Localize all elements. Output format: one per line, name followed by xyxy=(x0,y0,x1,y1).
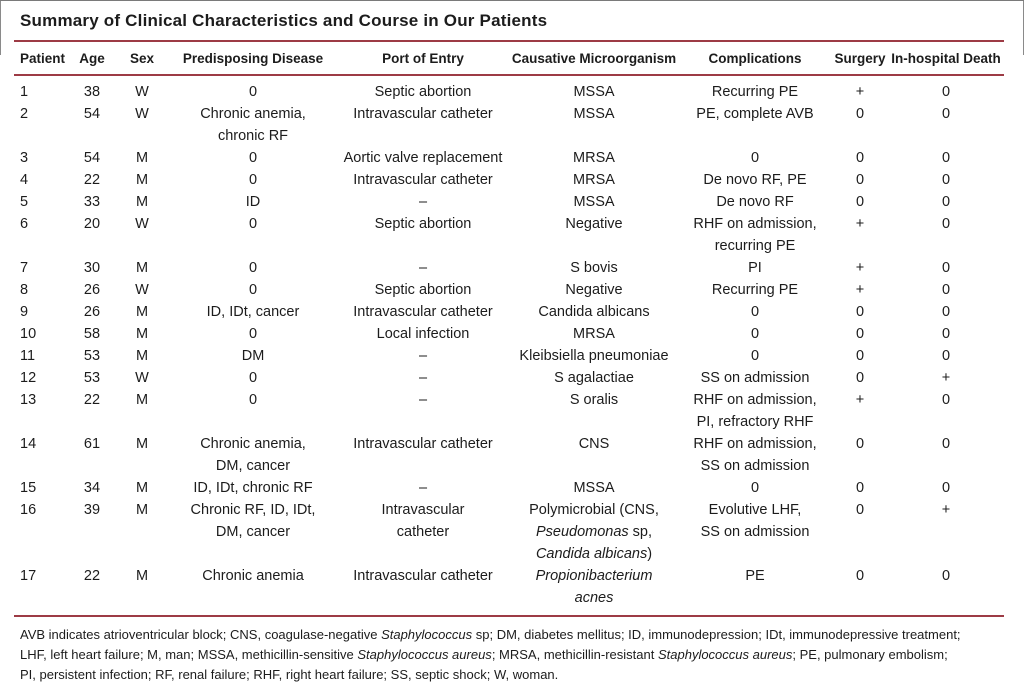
table-row xyxy=(14,147,1004,169)
cell-in-hospital-death: + xyxy=(941,502,951,518)
cell-sex: W xyxy=(135,106,149,122)
cell-in-hospital-death: 0 xyxy=(941,84,951,100)
cell-sex: M xyxy=(135,568,149,584)
cell-patient: 13 xyxy=(20,392,37,408)
cell-causative-microorganism: MRSA xyxy=(573,172,615,188)
cell-complications: De novo RF xyxy=(716,194,794,210)
cell-age: 20 xyxy=(83,216,101,232)
cell-patient: 11 xyxy=(20,348,36,364)
cell-age: 34 xyxy=(83,480,101,496)
cell-predisposing-disease: 0 xyxy=(248,282,258,298)
table-row xyxy=(14,103,1004,147)
cell-patient: 10 xyxy=(20,326,37,342)
cell-surgery: 0 xyxy=(855,502,865,518)
cell-in-hospital-death: 0 xyxy=(941,304,951,320)
cell-patient: 1 xyxy=(20,84,29,100)
cell-sex: W xyxy=(135,282,149,298)
cell-sex: W xyxy=(135,370,149,386)
cell-sex: M xyxy=(135,326,149,342)
cell-causative-microorganism: Negative xyxy=(565,282,623,298)
column-header-port-of-entry: Port of Entry xyxy=(382,51,464,66)
table-row xyxy=(14,213,1004,257)
cell-in-hospital-death: 0 xyxy=(941,348,951,364)
cell-surgery: + xyxy=(855,392,865,408)
cell-in-hospital-death: 0 xyxy=(941,282,951,298)
column-header-complications: Complications xyxy=(708,51,802,66)
table-row xyxy=(14,257,1004,279)
column-header-predisposing-disease: Predisposing Disease xyxy=(182,51,324,66)
table-row xyxy=(14,169,1004,191)
cell-patient: 17 xyxy=(20,568,37,584)
cell-in-hospital-death: 0 xyxy=(941,326,951,342)
cell-causative-microorganism: S agalactiae xyxy=(554,370,634,386)
cell-port-of-entry: Intravascular catheter xyxy=(353,172,493,188)
cell-in-hospital-death: 0 xyxy=(941,194,951,210)
cell-port-of-entry: – xyxy=(418,370,428,386)
abbreviations-footnote: AVB indicates atrioventricular block; CNS, coagulase-negative Staphylococcus sp; DM, diabetes mellitus; ID, immunodepression; IDt, immunodepressive treatment; LHF, left heart failure; M, man; MSSA, methicillin-sensitive Staphylococcus aureus; MRSA, methicillin-resistant Staphylococcus aureus; PE, pulmonary embolism; PI, persistent infection; RF, renal failure; RHF, right heart failure; SS, septic shock; W, woman. xyxy=(20,627,961,682)
cell-port-of-entry: Local infection xyxy=(376,326,470,342)
cell-surgery: 0 xyxy=(855,150,865,166)
cell-surgery: 0 xyxy=(855,436,865,452)
cell-complications: PE, complete AVB xyxy=(696,106,814,122)
cell-causative-microorganism: S bovis xyxy=(570,260,618,276)
cell-complications: 0 xyxy=(750,304,760,320)
cell-patient: 2 xyxy=(20,106,29,122)
cell-causative-microorganism: MSSA xyxy=(573,194,615,210)
column-header-surgery: Surgery xyxy=(834,51,886,66)
cell-age: 26 xyxy=(83,282,101,298)
cell-causative-microorganism: Kleibsiella pneumoniae xyxy=(519,348,669,364)
cell-predisposing-disease: ID, IDt, cancer xyxy=(206,304,300,320)
table-row xyxy=(14,301,1004,323)
cell-patient: 5 xyxy=(20,194,29,210)
table-row xyxy=(14,389,1004,433)
cell-sex: M xyxy=(135,304,149,320)
cell-surgery: + xyxy=(855,84,865,100)
column-header-in-hospital-death: In-hospital Death xyxy=(891,51,1001,66)
cell-predisposing-disease: 0 xyxy=(248,172,258,188)
table-row xyxy=(14,323,1004,345)
cell-age: 53 xyxy=(83,348,101,364)
cell-port-of-entry: Aortic valve replacement xyxy=(343,150,503,166)
cell-port-of-entry: Intravascular catheter xyxy=(353,304,493,320)
cell-patient: 12 xyxy=(20,370,37,386)
cell-predisposing-disease: 0 xyxy=(248,326,258,342)
cell-causative-microorganism: Polymicrobial (CNS, Pseudomonas sp, Candida albicans) xyxy=(529,502,659,562)
cell-complications: 0 xyxy=(750,348,760,364)
cell-complications: 0 xyxy=(750,480,760,496)
cell-age: 38 xyxy=(83,84,101,100)
cell-complications: 0 xyxy=(750,326,760,342)
cell-complications: RHF on admission, PI, refractory RHF xyxy=(693,392,817,430)
cell-complications: Evolutive LHF, SS on admission xyxy=(700,502,810,540)
cell-age: 58 xyxy=(83,326,101,342)
cell-causative-microorganism: CNS xyxy=(578,436,610,452)
cell-in-hospital-death: 0 xyxy=(941,150,951,166)
cell-causative-microorganism: MRSA xyxy=(573,150,615,166)
cell-predisposing-disease: 0 xyxy=(248,370,258,386)
cell-causative-microorganism: S oralis xyxy=(569,392,619,408)
cell-causative-microorganism: Negative xyxy=(565,216,623,232)
cell-surgery: 0 xyxy=(855,568,865,584)
cell-port-of-entry: Septic abortion xyxy=(374,216,472,232)
cell-age: 53 xyxy=(83,370,101,386)
cell-port-of-entry: – xyxy=(418,392,428,408)
cell-predisposing-disease: 0 xyxy=(248,392,258,408)
cell-predisposing-disease: Chronic RF, ID, IDt, DM, cancer xyxy=(190,502,316,540)
cell-surgery: 0 xyxy=(855,106,865,122)
cell-causative-microorganism: Propionibacterium acnes xyxy=(535,568,653,606)
cell-in-hospital-death: 0 xyxy=(941,480,951,496)
cell-complications: Recurring PE xyxy=(711,84,799,100)
table-row xyxy=(14,433,1004,477)
cell-age: 33 xyxy=(83,194,101,210)
column-header-patient: Patient xyxy=(20,51,66,66)
column-header-causative-microorganism: Causative Microorganism xyxy=(511,51,677,66)
cell-port-of-entry: Septic abortion xyxy=(374,282,472,298)
cell-sex: M xyxy=(135,436,149,452)
cell-patient: 7 xyxy=(20,260,29,276)
cell-patient: 15 xyxy=(20,480,37,496)
cell-complications: SS on admission xyxy=(700,370,810,386)
cell-in-hospital-death: 0 xyxy=(941,436,951,452)
table-row xyxy=(14,81,1004,103)
cell-sex: M xyxy=(135,502,149,518)
cell-complications: De novo RF, PE xyxy=(703,172,807,188)
cell-surgery: + xyxy=(855,260,865,276)
cell-surgery: 0 xyxy=(855,348,865,364)
cell-age: 54 xyxy=(83,150,101,166)
cell-surgery: 0 xyxy=(855,480,865,496)
cell-in-hospital-death: 0 xyxy=(941,106,951,122)
cell-patient: 14 xyxy=(20,436,37,452)
cell-surgery: 0 xyxy=(855,326,865,342)
cell-in-hospital-death: 0 xyxy=(941,568,951,584)
cell-port-of-entry: – xyxy=(418,194,428,210)
cell-in-hospital-death: 0 xyxy=(941,216,951,232)
cell-sex: M xyxy=(135,194,149,210)
cell-port-of-entry: Intravascular catheter xyxy=(353,568,493,584)
cell-port-of-entry: Intravascular catheter xyxy=(353,106,493,122)
cell-age: 30 xyxy=(83,260,101,276)
column-header-sex: Sex xyxy=(129,51,155,66)
cell-port-of-entry: Intravascular catheter xyxy=(381,502,465,540)
cell-predisposing-disease: 0 xyxy=(248,150,258,166)
cell-age: 54 xyxy=(83,106,101,122)
cell-causative-microorganism: MSSA xyxy=(573,106,615,122)
cell-surgery: 0 xyxy=(855,304,865,320)
cell-sex: W xyxy=(135,84,149,100)
cell-port-of-entry: Intravascular catheter xyxy=(353,436,493,452)
cell-causative-microorganism: MSSA xyxy=(573,84,615,100)
table-row xyxy=(14,565,1004,609)
cell-age: 22 xyxy=(83,392,101,408)
cell-predisposing-disease: Chronic anemia, DM, cancer xyxy=(200,436,306,474)
table-row xyxy=(14,279,1004,301)
cell-predisposing-disease: ID xyxy=(245,194,261,210)
table-title: Summary of Clinical Characteristics and Course in Our Patients xyxy=(20,11,548,30)
cell-patient: 16 xyxy=(20,502,37,518)
cell-patient: 8 xyxy=(20,282,29,298)
cell-causative-microorganism: MSSA xyxy=(573,480,615,496)
table-row xyxy=(14,345,1004,367)
cell-complications: Recurring PE xyxy=(711,282,799,298)
cell-complications: RHF on admission, SS on admission xyxy=(693,436,817,474)
cell-age: 22 xyxy=(83,568,101,584)
table-row xyxy=(14,499,1004,565)
cell-port-of-entry: – xyxy=(418,480,428,496)
cell-age: 22 xyxy=(83,172,101,188)
cell-predisposing-disease: 0 xyxy=(248,216,258,232)
cell-age: 61 xyxy=(83,436,101,452)
cell-complications: 0 xyxy=(750,150,760,166)
cell-complications: PE xyxy=(745,568,765,584)
cell-complications: PI xyxy=(748,260,762,276)
cell-sex: W xyxy=(135,216,149,232)
cell-causative-microorganism: Candida albicans xyxy=(538,304,650,320)
cell-surgery: + xyxy=(855,216,865,232)
cell-predisposing-disease: ID, IDt, chronic RF xyxy=(193,480,313,496)
cell-surgery: 0 xyxy=(855,370,865,386)
cell-sex: M xyxy=(135,150,149,166)
cell-surgery: 0 xyxy=(855,194,865,210)
cell-surgery: + xyxy=(855,282,865,298)
cell-in-hospital-death: 0 xyxy=(941,392,951,408)
cell-sex: M xyxy=(135,260,149,276)
table-header-row xyxy=(14,42,1004,74)
cell-sex: M xyxy=(135,392,149,408)
cell-predisposing-disease: Chronic anemia, chronic RF xyxy=(200,106,306,144)
cell-predisposing-disease: Chronic anemia xyxy=(202,568,304,584)
cell-patient: 3 xyxy=(20,150,29,166)
cell-complications: RHF on admission, recurring PE xyxy=(693,216,817,254)
table-row xyxy=(14,367,1004,389)
cell-age: 26 xyxy=(83,304,101,320)
cell-in-hospital-death: 0 xyxy=(941,172,951,188)
cell-patient: 4 xyxy=(20,172,29,188)
table-row xyxy=(14,477,1004,499)
cell-predisposing-disease: 0 xyxy=(248,84,258,100)
cell-predisposing-disease: 0 xyxy=(248,260,258,276)
table-row xyxy=(14,191,1004,213)
cell-surgery: 0 xyxy=(855,172,865,188)
cell-predisposing-disease: DM xyxy=(241,348,265,364)
cell-sex: M xyxy=(135,480,149,496)
cell-patient: 6 xyxy=(20,216,29,232)
column-header-age: Age xyxy=(79,51,105,66)
cell-port-of-entry: – xyxy=(418,348,428,364)
table-body xyxy=(14,76,1004,615)
cell-in-hospital-death: + xyxy=(941,370,951,386)
cell-port-of-entry: – xyxy=(418,260,428,276)
cell-causative-microorganism: MRSA xyxy=(573,326,615,342)
cell-port-of-entry: Septic abortion xyxy=(374,84,472,100)
cell-sex: M xyxy=(135,172,149,188)
cell-patient: 9 xyxy=(20,304,29,320)
cell-in-hospital-death: 0 xyxy=(941,260,951,276)
cell-sex: M xyxy=(135,348,149,364)
cell-age: 39 xyxy=(83,502,101,518)
